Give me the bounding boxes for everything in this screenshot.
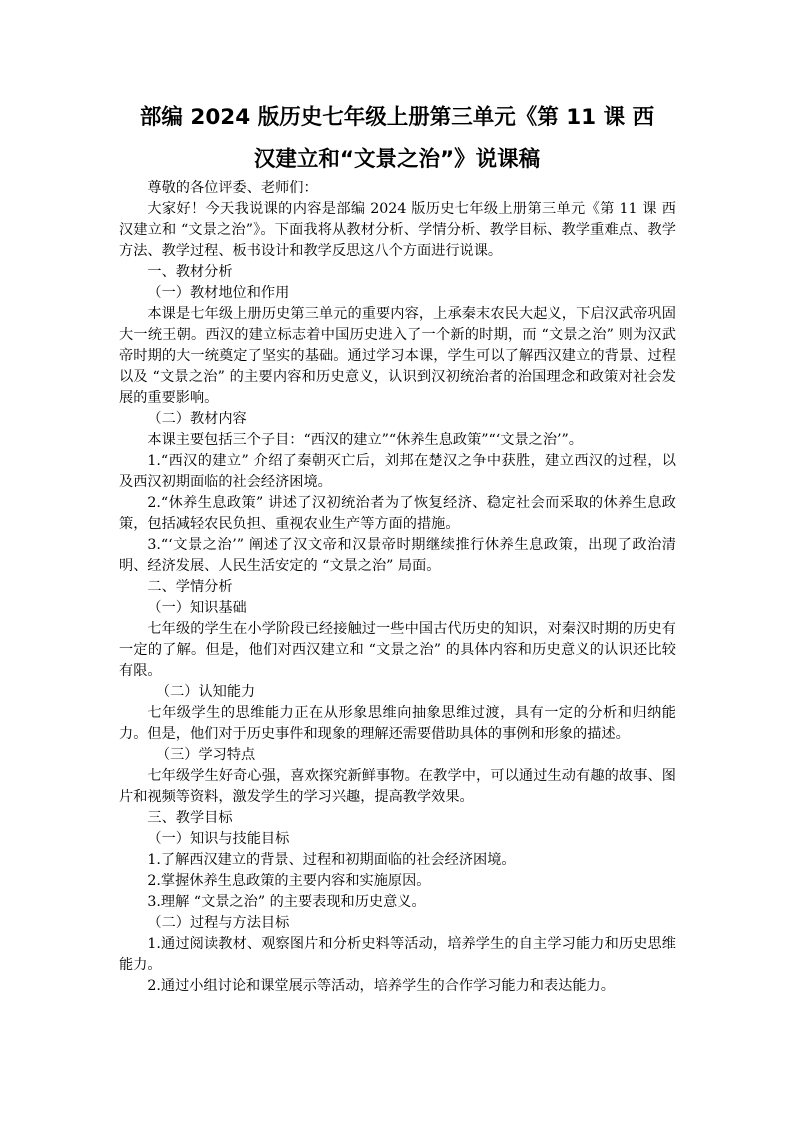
list-item: 1.了解西汉建立的背景、过程和初期面临的社会经济困境。 [147, 852, 516, 868]
list-item: 2.通过小组讨论和课堂展示等活动，培养学生的合作学习能力和表达能力。 [147, 978, 615, 994]
subsection-heading: （一）教材地位和作用 [147, 285, 290, 301]
section-heading: 三、教学目标 [147, 810, 233, 826]
subsection-heading: （三）学习特点 [155, 747, 256, 763]
section-heading: 二、学情分析 [147, 579, 233, 595]
body-paragraph: 七年级的学生在小学阶段已经接触过一些中国古代历史的知识，对秦汉时期的历史有一定的了解。但是，他们对西汉建立和 “文景之治” 的具体内容和历史意义的认识还比较有限。 [119, 621, 676, 679]
subsection-heading: （二）认知能力 [155, 684, 256, 700]
body-paragraph: 七年级学生好奇心强，喜欢探究新鲜事物。在教学中，可以通过生动有趣的故事、图片和视频等资料，激发学生的学习兴趣，提高教学效果。 [119, 768, 676, 805]
body-paragraph: 本课是七年级上册历史第三单元的重要内容，上承秦末农民大起义，下启汉武帝巩固大一统王朝。西汉的建立标志着中国历史进入了一个新的时期，而 “文景之治” 则为汉武帝时期的大一统奠定了坚实的基础。通过学习本课，学生可以了解西汉建立的背景、过程以及 “文景之治” 的主要内容和历史意义，认识到汉初统治者的治国理念和政策对社会发展的重要影响。 [119, 306, 676, 406]
list-item: 2.“休养生息政策” 讲述了汉初统治者为了恢复经济、稳定社会而采取的休养生息政策，包括减轻农民负担、重视农业生产等方面的措施。 [119, 495, 676, 532]
document-title-line-1: 部编 2024 版历史七年级上册第三单元《第 11 课 西 [139, 105, 655, 130]
list-item: 3.理解 “文景之治” 的主要表现和历史意义。 [147, 894, 426, 910]
list-item: 3.“‘文景之治’” 阐述了汉文帝和汉景帝时期继续推行休养生息政策，出现了政治清明、经济发展、人民生活安定的 “文景之治” 局面。 [119, 537, 676, 574]
subsection-heading: （二）教材内容 [147, 411, 247, 427]
subsection-heading: （一）知识与技能目标 [147, 831, 290, 847]
document-title-line-2: 汉建立和“文景之治”》说课稿 [253, 147, 541, 172]
section-heading: 一、教材分析 [147, 264, 233, 280]
body-paragraph: 本课主要包括三个子目：“西汉的建立”“休养生息政策”“‘文景之治’”。 [147, 432, 583, 448]
document-body [119, 178, 676, 997]
intro-paragraph: 大家好！今天我说课的内容是部编 2024 版历史七年级上册第三单元《第 11 课 西汉建立和 “文景之治”》。下面我将从教材分析、学情分析、教学目标、教学重难点、教学方法、教学过程、板书设计和教学反思这八个方面进行说课。 [119, 201, 676, 259]
salutation: 尊敬的各位评委、老师们： [147, 180, 318, 196]
body-paragraph: 七年级学生的思维能力正在从形象思维向抽象思维过渡，具有一定的分析和归纳能力。但是，他们对于历史事件和现象的理解还需要借助具体的事例和形象的描述。 [119, 705, 676, 742]
list-item: 2.掌握休养生息政策的主要内容和实施原因。 [147, 873, 431, 889]
subsection-heading: （二）过程与方法目标 [147, 915, 290, 931]
subsection-heading: （一）知识基础 [147, 600, 247, 616]
list-item: 1.“西汉的建立” 介绍了秦朝灭亡后，刘邦在楚汉之争中获胜，建立西汉的过程，以及西汉初期面临的社会经济困境。 [119, 453, 676, 490]
list-item: 1.通过阅读教材、观察图片和分析史料等活动，培养学生的自主学习能力和历史思维能力。 [119, 936, 676, 973]
